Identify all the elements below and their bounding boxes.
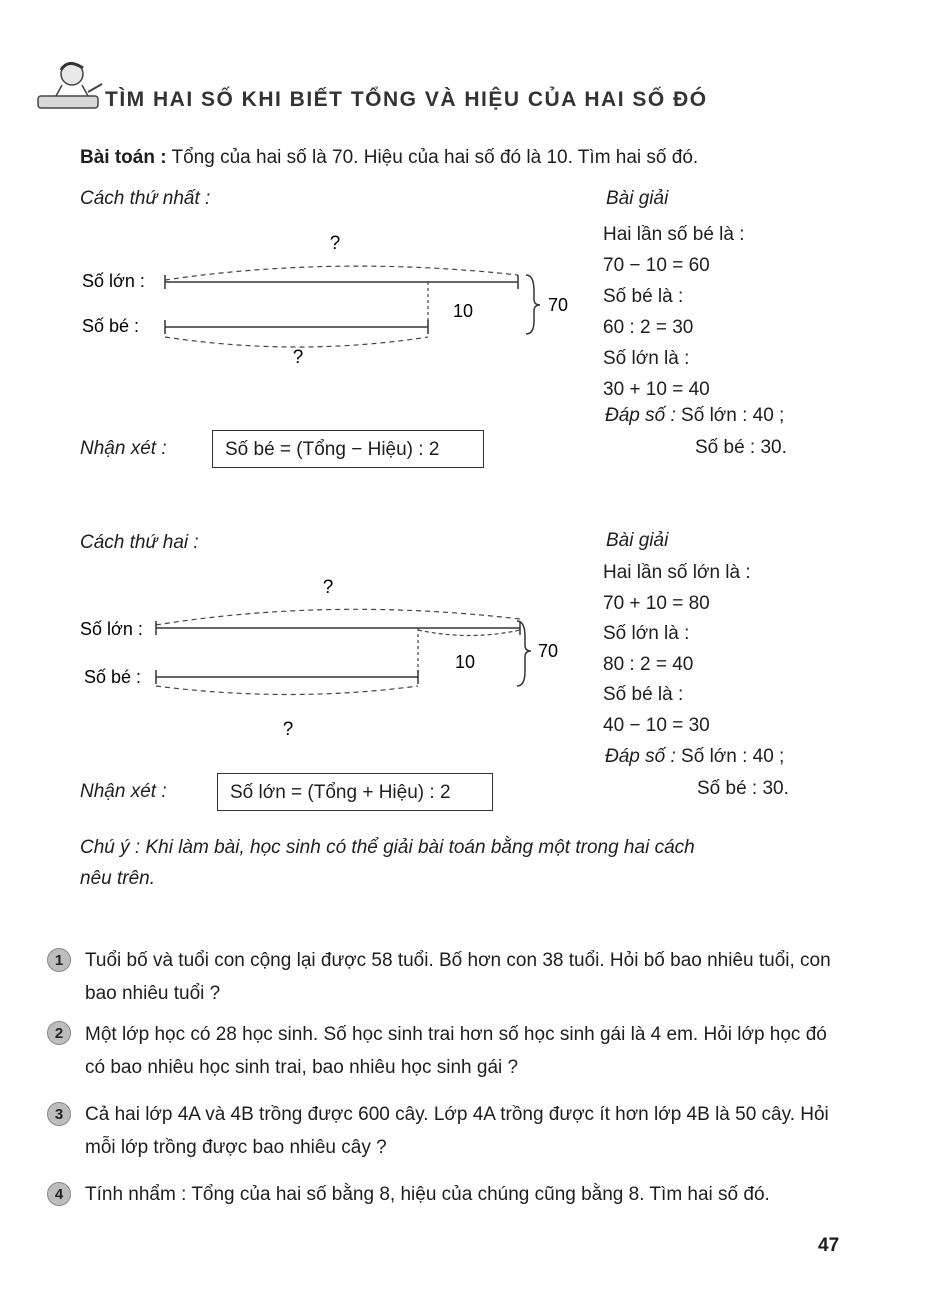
problem-statement (80, 147, 698, 169)
exercise-number-4-icon: 4 (47, 1182, 71, 1206)
method1-solution-line: Số bé là : (603, 286, 684, 307)
method1-solution-lines (603, 219, 745, 405)
note-line: nêu trên. (80, 868, 155, 889)
exercise-number-1-icon: 1 (47, 948, 71, 972)
lesson-title: TÌM HAI SỐ KHI BIẾT TỔNG VÀ HIỆU CỦA HAI SỐ ĐÓ (105, 88, 708, 111)
method2-answer-row (605, 746, 784, 768)
note (80, 832, 695, 894)
method2-solution-line: Số bé là : (603, 684, 684, 705)
method2-solution-line: 40 − 10 = 30 (603, 714, 710, 736)
method2-solution-line: 70 + 10 = 80 (603, 592, 710, 614)
exercise-3-text: Cả hai lớp 4A và 4B trồng được 600 cây. Lớp 4A trồng được ít hơn lớp 4B là 50 cây. Hỏi mỗi lớp trồng được bao nhiêu cây ? (85, 1104, 829, 1158)
method2-answer-small: Số bé : 30. (697, 778, 789, 799)
method2-diff-label: 10 (454, 652, 476, 672)
exercise-number-2-icon: 2 (47, 1021, 71, 1045)
method1-remark-formula-box: Số bé = (Tổng − Hiệu) : 2 (212, 430, 484, 468)
method1-heading: Cách thứ nhất : (80, 188, 211, 209)
method2-remark-label: Nhận xét : (80, 781, 167, 802)
method2-answer-big: Số lớn : 40 ; (681, 746, 785, 767)
method1-answer-small: Số bé : 30. (695, 437, 787, 458)
problem-text: Tổng của hai số là 70. Hiệu của hai số đó là 10. Tìm hai số đó. (171, 147, 699, 168)
page-number: 47 (818, 1235, 840, 1256)
method2-segment-diagram (70, 565, 600, 745)
method2-heading: Cách thứ hai : (80, 532, 199, 553)
method1-answer-big: Số lớn : 40 ; (681, 405, 785, 426)
method1-remark-label: Nhận xét : (80, 438, 167, 459)
problem-label: Bài toán : (80, 147, 167, 168)
exercise-1-text: Tuổi bố và tuổi con cộng lại được 58 tuổi. Bố hơn con 38 tuổi. Hỏi bố bao nhiêu tuổi, con bao nhiêu tuổi ? (85, 950, 831, 1004)
method1-segment-diagram (70, 225, 600, 365)
method2-solution-heading: Bài giải (606, 530, 669, 551)
note-line: Chú ý : Khi làm bài, học sinh có thể giải bài toán bằng một trong hai cách (80, 837, 695, 858)
method2-solution-line: 80 : 2 = 40 (603, 653, 694, 675)
method1-answer-row (605, 405, 784, 427)
method2-solution-line: Hai lần số lớn là : (603, 562, 751, 583)
method2-remark-formula-box: Số lớn = (Tổng + Hiệu) : 2 (217, 773, 493, 811)
method1-solution-heading: Bài giải (606, 188, 669, 209)
method1-answer-label: Đáp số : (605, 405, 676, 426)
student-mascot-icon (28, 56, 108, 116)
method1-diff-label: 10 (452, 301, 474, 321)
method1-small-label: Số bé : (82, 316, 140, 336)
exercise-2-text: Một lớp học có 28 học sinh. Số học sinh trai hơn số học sinh gái là 4 em. Hỏi lớp học đó có bao nhiêu học sinh trai, bao nhiêu học sinh gái ? (85, 1024, 827, 1078)
method2-solution-lines (603, 558, 751, 741)
exercise-4-text: Tính nhẩm : Tổng của hai số bằng 8, hiệu của chúng cũng bằng 8. Tìm hai số đó. (85, 1184, 770, 1205)
method1-solution-line: Hai lần số bé là : (603, 224, 745, 245)
exercise-number-3-icon: 3 (47, 1102, 71, 1126)
method1-solution-line: Số lớn là : (603, 348, 690, 369)
method2-question-top: ? (322, 577, 334, 598)
method2-small-label: Số bé : (84, 667, 142, 687)
method2-answer-label: Đáp số : (605, 746, 676, 767)
method2-total-label: 70 (538, 641, 559, 661)
method2-question-bottom: ? (282, 719, 294, 740)
method2-solution-line: Số lớn là : (603, 623, 690, 644)
method1-question-bottom: ? (292, 347, 304, 365)
method1-solution-line: 60 : 2 = 30 (603, 317, 694, 338)
method1-total-label: 70 (548, 295, 569, 315)
method1-solution-line: 30 + 10 = 40 (603, 379, 710, 400)
method1-solution-line: 70 − 10 = 60 (603, 255, 710, 276)
method1-big-label: Số lớn : (82, 271, 145, 291)
method1-question-top: ? (329, 233, 341, 254)
method2-big-label: Số lớn : (80, 619, 143, 639)
